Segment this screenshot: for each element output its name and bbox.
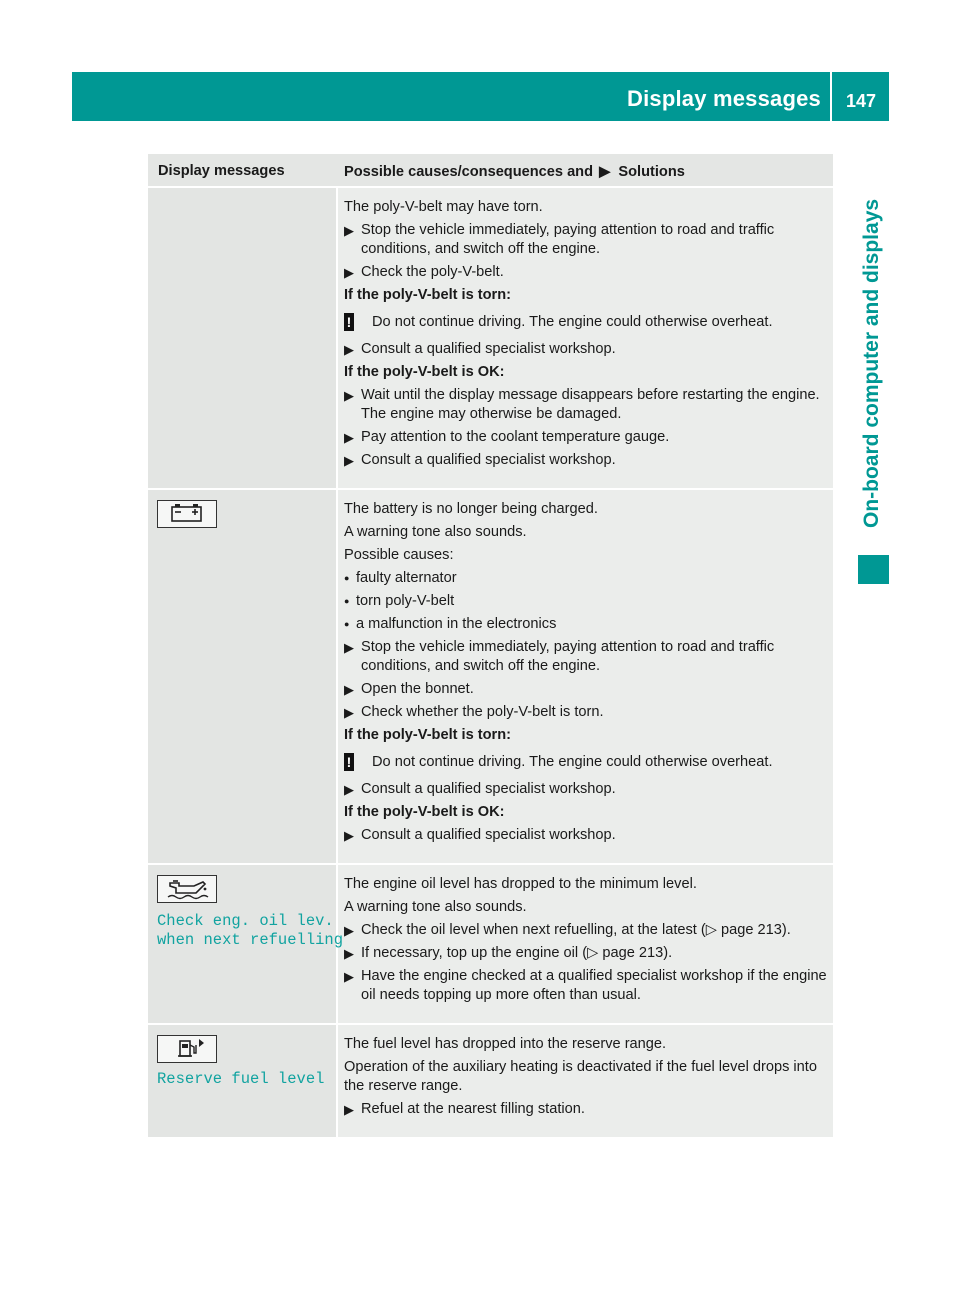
warning-icon: ! — [344, 753, 354, 771]
action-step: ▶ Wait until the display message disappears before restarting the engine. The engine may otherwise be damaged. — [344, 387, 820, 422]
column-header-solutions — [344, 163, 685, 182]
solutions-cell — [344, 188, 833, 488]
column-header-display-messages: Display messages — [158, 163, 285, 179]
step-arrow-icon: ▶ — [344, 1102, 354, 1117]
section-tab — [858, 555, 889, 584]
page-header — [72, 72, 889, 121]
cause-text: A warning tone also sounds. — [344, 899, 527, 915]
solutions-cell — [344, 490, 833, 863]
step-arrow-icon: ▶ — [344, 388, 354, 403]
step-arrow-icon: ▶ — [344, 640, 354, 655]
cause-text: The battery is no longer being charged. — [344, 501, 598, 517]
action-step: ▶ Check whether the poly-V-belt is torn. — [344, 704, 604, 720]
warning-note: ! Do not continue driving. The engine could otherwise overheat. — [344, 753, 827, 772]
section-title-vertical: On-board computer and displays — [860, 198, 883, 528]
step-arrow-icon: ▶ — [344, 265, 354, 280]
battery-icon — [157, 500, 217, 528]
fuel-pump-icon — [157, 1035, 217, 1063]
table-row — [148, 186, 833, 488]
step-arrow-icon: ▶ — [344, 682, 354, 697]
condition-heading: If the poly-V-belt is torn: — [344, 287, 512, 303]
column-header-part1: Possible causes/consequences and — [344, 164, 594, 180]
page-number: 147 — [845, 91, 876, 111]
action-step: ▶ Pay attention to the coolant temperature gauge. — [344, 429, 670, 445]
header-divider — [830, 72, 832, 121]
warning-icon: ! — [344, 313, 354, 331]
step-arrow-icon: ▶ — [344, 828, 354, 843]
solutions-cell — [344, 865, 833, 1023]
display-message-line-1: Reserve fuel level — [157, 1070, 325, 1088]
arrow-icon: ▶ — [599, 164, 611, 180]
cause-text: Operation of the auxiliary heating is deactivated if the fuel level drops into the reserve range. — [344, 1059, 817, 1094]
action-step: ▶ Check the poly-V-belt. — [344, 264, 504, 280]
cause-text: Possible causes: — [344, 547, 454, 563]
step-arrow-icon: ▶ — [344, 946, 354, 961]
column-header-part2: Solutions — [618, 164, 685, 180]
step-arrow-icon: ▶ — [344, 705, 354, 720]
list-item: ● a malfunction in the electronics — [344, 616, 557, 632]
oil-can-icon — [157, 875, 217, 903]
display-message-cell — [148, 865, 344, 1023]
step-arrow-icon: ▶ — [344, 453, 354, 468]
step-arrow-icon: ▶ — [344, 969, 354, 984]
action-step: ▶ Stop the vehicle immediately, paying attention to road and traffic conditions, and switch off the engine. — [344, 639, 775, 674]
step-arrow-icon: ▶ — [344, 782, 354, 797]
action-step: ▶ Consult a qualified specialist workshop. — [344, 452, 616, 468]
action-step: ▶ If necessary, top up the engine oil (▷ page 213). — [344, 945, 673, 961]
step-arrow-icon: ▶ — [344, 923, 354, 938]
cause-text: A warning tone also sounds. — [344, 524, 527, 540]
warning-note: ! Do not continue driving. The engine could otherwise overheat. — [344, 313, 827, 332]
action-step: ▶ Consult a qualified specialist workshop. — [344, 341, 616, 357]
condition-heading: If the poly-V-belt is torn: — [344, 727, 512, 743]
cause-text: The poly-V-belt may have torn. — [344, 199, 543, 215]
step-arrow-icon: ▶ — [344, 342, 354, 357]
action-step: ▶ Consult a qualified specialist workshop. — [344, 827, 616, 843]
page-title: Display messages — [627, 86, 821, 111]
display-messages-table — [148, 154, 833, 1137]
condition-heading: If the poly-V-belt is OK: — [344, 364, 505, 380]
table-row — [148, 488, 833, 863]
display-message-cell — [148, 490, 338, 863]
display-message-line-1: Check eng. oil lev. — [157, 912, 334, 930]
action-step: ▶ Have the engine checked at a qualified specialist workshop if the engine oil needs topping up more often than usual. — [344, 968, 827, 1003]
bullet-icon: ● — [344, 619, 350, 629]
action-step: ▶ Refuel at the nearest filling station. — [344, 1101, 585, 1117]
display-message-cell — [148, 188, 338, 488]
action-step: ▶ Check the oil level when next refuelling, at the latest (▷ page 213). — [344, 922, 791, 938]
cause-text: The engine oil level has dropped to the minimum level. — [344, 876, 697, 892]
display-message-cell — [148, 1025, 338, 1137]
table-row — [148, 863, 833, 1023]
list-item: ● torn poly-V-belt — [344, 593, 455, 609]
list-item: ● faulty alternator — [344, 570, 457, 586]
condition-heading: If the poly-V-belt is OK: — [344, 804, 505, 820]
action-step: ▶ Open the bonnet. — [344, 681, 474, 697]
action-step: ▶ Stop the vehicle immediately, paying attention to road and traffic conditions, and switch off the engine. — [344, 222, 775, 257]
display-message-line-2: when next refuelling — [157, 931, 344, 949]
step-arrow-icon: ▶ — [344, 430, 354, 445]
table-header-row — [148, 154, 833, 186]
bullet-icon: ● — [344, 573, 350, 583]
action-step: ▶ Consult a qualified specialist workshop. — [344, 781, 616, 797]
solutions-cell — [344, 1025, 833, 1137]
step-arrow-icon: ▶ — [344, 223, 354, 238]
table-row — [148, 1023, 833, 1137]
bullet-icon: ● — [344, 596, 350, 606]
cause-text: The fuel level has dropped into the reserve range. — [344, 1036, 667, 1052]
